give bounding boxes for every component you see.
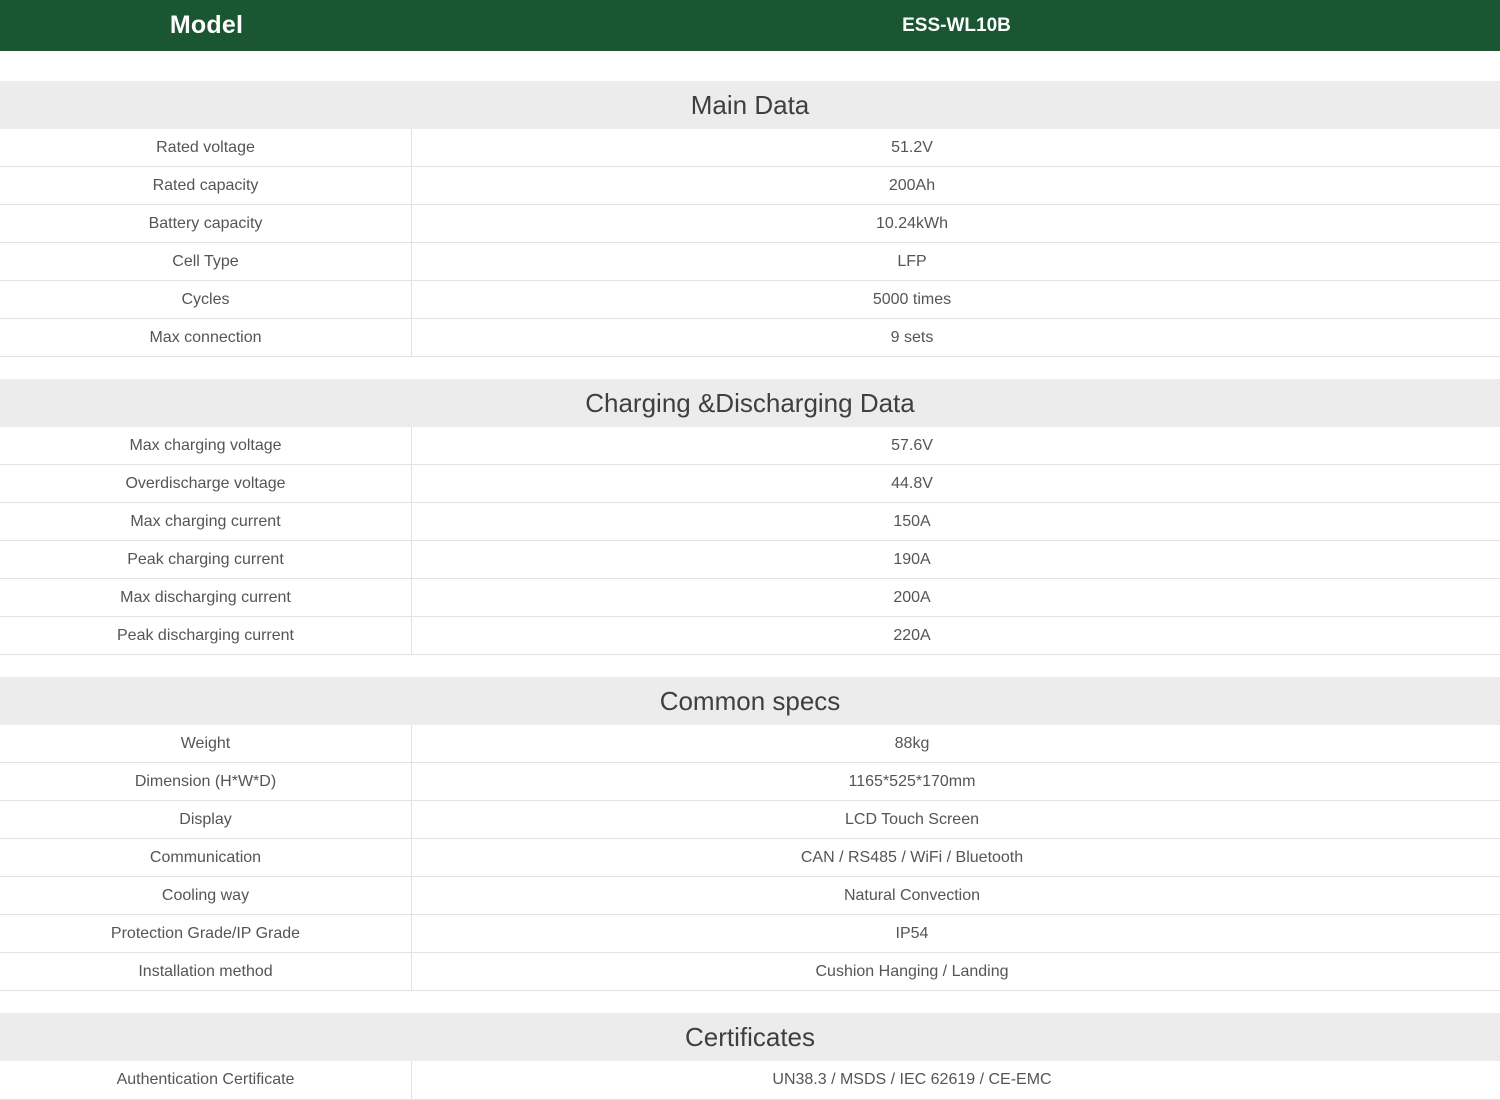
row-key: Overdischarge voltage [0, 465, 412, 502]
row-value: 190A [893, 551, 931, 568]
row-value: Cushion Hanging / Landing [815, 963, 1009, 980]
row-value: Natural Convection [843, 887, 981, 904]
row-key: Installation method [0, 953, 412, 990]
row-key: Rated voltage [0, 129, 412, 166]
row-value: 1165*525*170mm [848, 773, 976, 790]
table-row [0, 877, 1500, 915]
row-key: Authentication Certificate [0, 1061, 412, 1099]
row-key: Max charging current [0, 503, 412, 540]
table-row [0, 465, 1500, 503]
table-row [0, 579, 1500, 617]
row-key: Protection Grade/IP Grade [0, 915, 412, 952]
section-title-main-data: Main Data [0, 81, 1500, 129]
table-row [0, 617, 1500, 655]
row-value: CAN / RS485 / WiFi / Bluetooth [800, 849, 1024, 866]
row-key: Communication [0, 839, 412, 876]
model-header-value: ESS-WL10B [902, 14, 1011, 36]
row-value: 5000 times [872, 291, 952, 308]
table-row [0, 167, 1500, 205]
row-value: 9 sets [890, 329, 934, 346]
table-row [0, 205, 1500, 243]
row-value: 88kg [894, 735, 930, 752]
row-value: LCD Touch Screen [845, 811, 979, 828]
section-rows-certificates [0, 1061, 1500, 1100]
row-key: Max connection [0, 319, 412, 356]
row-key: Max charging voltage [0, 427, 412, 464]
section-title-charging-discharging-data: Charging &Discharging Data [0, 379, 1500, 427]
table-row [0, 243, 1500, 281]
table-row [0, 281, 1500, 319]
row-value: IP54 [895, 925, 929, 942]
row-key: Peak charging current [0, 541, 412, 578]
table-row [0, 541, 1500, 579]
row-key: Dimension (H*W*D) [0, 763, 412, 800]
section-title-common-specs: Common specs [0, 677, 1500, 725]
row-value: 220A [893, 627, 931, 644]
row-value: 200A [893, 589, 931, 606]
section-title-certificates: Certificates [0, 1013, 1500, 1061]
row-value: 57.6V [891, 437, 933, 454]
row-key: Battery capacity [0, 205, 412, 242]
section-rows-main-data [0, 129, 1500, 357]
spacer [0, 991, 1500, 1013]
table-row [0, 725, 1500, 763]
table-row [0, 839, 1500, 877]
table-row [0, 915, 1500, 953]
row-key: Weight [0, 725, 412, 762]
table-row [0, 319, 1500, 357]
table-row [0, 503, 1500, 541]
table-row [0, 1061, 1500, 1100]
row-value: LFP [897, 253, 927, 270]
model-header-row [0, 0, 1500, 51]
row-key: Peak discharging current [0, 617, 412, 654]
row-key: Cooling way [0, 877, 412, 914]
row-value: 44.8V [891, 475, 933, 492]
spacer [0, 655, 1500, 677]
row-key: Max discharging current [0, 579, 412, 616]
model-header-label: Model [169, 11, 244, 39]
row-value: 150A [893, 513, 931, 530]
section-rows-common-specs [0, 725, 1500, 991]
section-rows-charging-discharging-data [0, 427, 1500, 655]
row-value: UN38.3 / MSDS / IEC 62619 / CE-EMC [772, 1071, 1052, 1088]
spacer [0, 357, 1500, 379]
row-key: Rated capacity [0, 167, 412, 204]
table-row [0, 129, 1500, 167]
table-row [0, 801, 1500, 839]
table-row [0, 427, 1500, 465]
row-key: Cycles [0, 281, 412, 318]
row-key: Cell Type [0, 243, 412, 280]
row-key: Display [0, 801, 412, 838]
spacer [0, 51, 1500, 81]
row-value: 10.24kWh [875, 215, 949, 232]
row-value: 200Ah [888, 177, 936, 194]
table-row [0, 953, 1500, 991]
row-value: 51.2V [891, 139, 933, 156]
table-row [0, 763, 1500, 801]
